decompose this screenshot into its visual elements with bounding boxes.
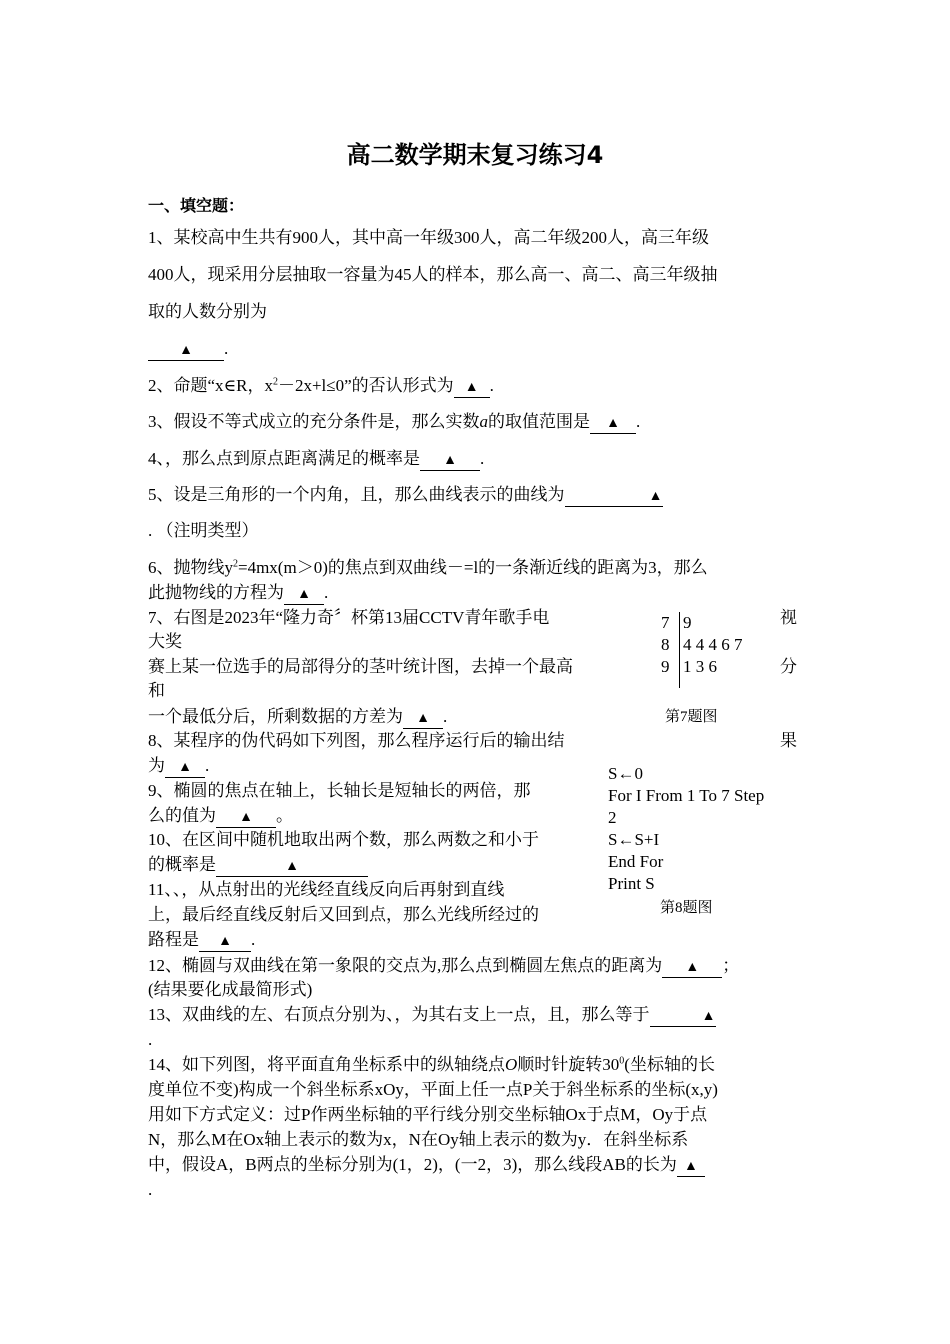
code-line: For I From 1 To 7 Step (608, 786, 765, 805)
question-7-line-1-end: 视 (780, 608, 797, 627)
question-14-line-2: 度单位不变)构成一个斜坐标系xOy，平面上任一点P关于斜坐标系的坐标(x,y) (148, 1080, 718, 1099)
question-3: 3、假设不等式成立的充分条件是，那么实数a的取值范围是 ▲ . (148, 411, 640, 434)
answer-blank[interactable]: ▲ (148, 340, 224, 361)
answer-blank[interactable]: ▲ (165, 757, 205, 778)
question-7-line-4: 和 (148, 681, 165, 700)
question-7-line-1: 7、右图是2023年“隆力奇〞杯第13届CCTV青年歌手电 (148, 608, 550, 627)
question-1-line-1: 1、某校高中生共有900人，其中高一年级300人，高二年级200人，高三年级 (148, 228, 709, 247)
answer-blank[interactable]: ▲ (454, 377, 490, 398)
question-10-line-2: 的概率是 ▲ (148, 854, 368, 877)
code-line: 2 (608, 808, 617, 827)
question-6-line-1: 6、抛物线$y^2=4mx(m>0)$的焦点到双曲线－=l的一条渐近线的距离为3，那么 (148, 558, 708, 577)
question-5: 5、设是三角形的一个内角，且，那么曲线表示的曲线为 ▲ (148, 484, 663, 507)
question-2: 2、命题“x∈R，$x^2-2x+l\le 0$”的否认形式为 ▲ . (148, 375, 494, 398)
answer-blank[interactable]: ▲ (420, 450, 480, 471)
question-1-line-2: 400人，现采用分层抽取一容量为45人的样本，那么高一、高二、高三年级抽 (148, 265, 718, 284)
answer-blank[interactable]: ▲ (199, 931, 251, 952)
section-heading: 一、填空题： (148, 196, 245, 215)
stem-divider (679, 612, 680, 688)
question-8-line-1: 8、某程序的伪代码如下列图，那么程序运行后的输出结 (148, 731, 565, 750)
stem: 9 (661, 657, 670, 676)
answer-blank[interactable]: ▲ (565, 486, 663, 507)
stem: 8 (661, 635, 670, 654)
question-7-line-5: 一个最低分后，所剩数据的方差为 ▲ . (148, 706, 447, 729)
question-7-line-2: 大奖 (148, 632, 182, 651)
answer-blank[interactable]: ▲ (677, 1156, 705, 1177)
question-11-line-2: 上，最后经直线反射后又回到点，那么光线所经过的 (148, 905, 539, 924)
question-6-line-2: 此抛物线的方程为 ▲ . (148, 582, 328, 605)
question-14-line-6: . (148, 1180, 153, 1199)
answer-blank[interactable]: ▲ (284, 584, 324, 605)
question-4: 4、，那么点到原点距离满足的概率是 ▲ . (148, 448, 484, 471)
question-1-line-3: 取的人数分别为 (148, 302, 267, 321)
answer-blank[interactable]: ▲ (650, 1006, 716, 1027)
question-8-line-1-end: 果 (780, 731, 797, 750)
question-14-line-3: 用如下方式定义：过P作两坐标轴的平行线分别交坐标轴Ox于点M，Oy于点 (148, 1105, 708, 1124)
question-7-line-3: 赛上某一位选手的局部得分的茎叶统计图，去掉一个最高 (148, 657, 573, 676)
answer-blank[interactable]: ▲ (216, 856, 368, 877)
question-14-line-4: N，那么M在Ox轴上表示的数为x，N在Oy轴上表示的数为y．在斜坐标系 (148, 1130, 689, 1149)
code-line: End For (608, 852, 664, 871)
question-9-line-2: 么的值为 ▲ 。 (148, 805, 293, 828)
leaves: 4 4 4 6 7 (683, 635, 743, 654)
question-5-note: . （注明类型） (148, 521, 259, 540)
question-12-line-1: 12、椭圆与双曲线在第一象限的交点为,那么点到椭圆左焦点的距离为 ▲ ； (148, 955, 739, 978)
question-1-answer: ▲ . (148, 338, 228, 361)
figure-8-caption: 第8题图 (660, 900, 713, 916)
question-14-line-5: 中，假设A，B两点的坐标分别为(1，2)，(一2，3)，那么线段AB的长为 ▲ (148, 1154, 705, 1177)
leaves: 9 (683, 613, 692, 632)
question-9-line-1: 9、椭圆的焦点在轴上，长轴长是短轴长的两倍，那 (148, 781, 531, 800)
answer-blank[interactable]: ▲ (216, 807, 276, 828)
page-title: 高二数学期末复习练习4 (346, 141, 604, 169)
question-11-line-1: 11、、，从点射出的光线经直线反向后再射到直线 (148, 880, 505, 899)
code-line: Print S (608, 874, 655, 893)
stem: 7 (661, 613, 670, 632)
answer-blank[interactable]: ▲ (662, 957, 722, 978)
question-14-line-1: 14、如下列图，将平面直角坐标系中的纵轴绕点O顺时针旋转$30^0$(坐标轴的长 (148, 1055, 715, 1074)
answer-blank[interactable]: ▲ (590, 413, 636, 434)
question-10-line-1: 10、在区间中随机地取出两个数，那么两数之和小于 (148, 830, 539, 849)
question-11-line-3: 路程是 ▲ . (148, 929, 255, 952)
question-13-line-1: 13、双曲线的左、右顶点分别为、，为其右支上一点，且，那么等于 ▲ (148, 1004, 716, 1027)
code-line: S←0 (608, 764, 643, 783)
question-7-line-3-end: 分 (780, 657, 797, 676)
answer-blank[interactable]: ▲ (403, 708, 443, 729)
leaves: 1 3 6 (683, 657, 717, 676)
code-line: S←S+I (608, 830, 660, 849)
question-12-line-2: (结果要化成最简形式) (148, 980, 313, 999)
figure-7-caption: 第7题图 (665, 709, 718, 725)
question-13-line-2: . (148, 1030, 153, 1049)
question-8-line-2: 为 ▲ . (148, 755, 209, 778)
